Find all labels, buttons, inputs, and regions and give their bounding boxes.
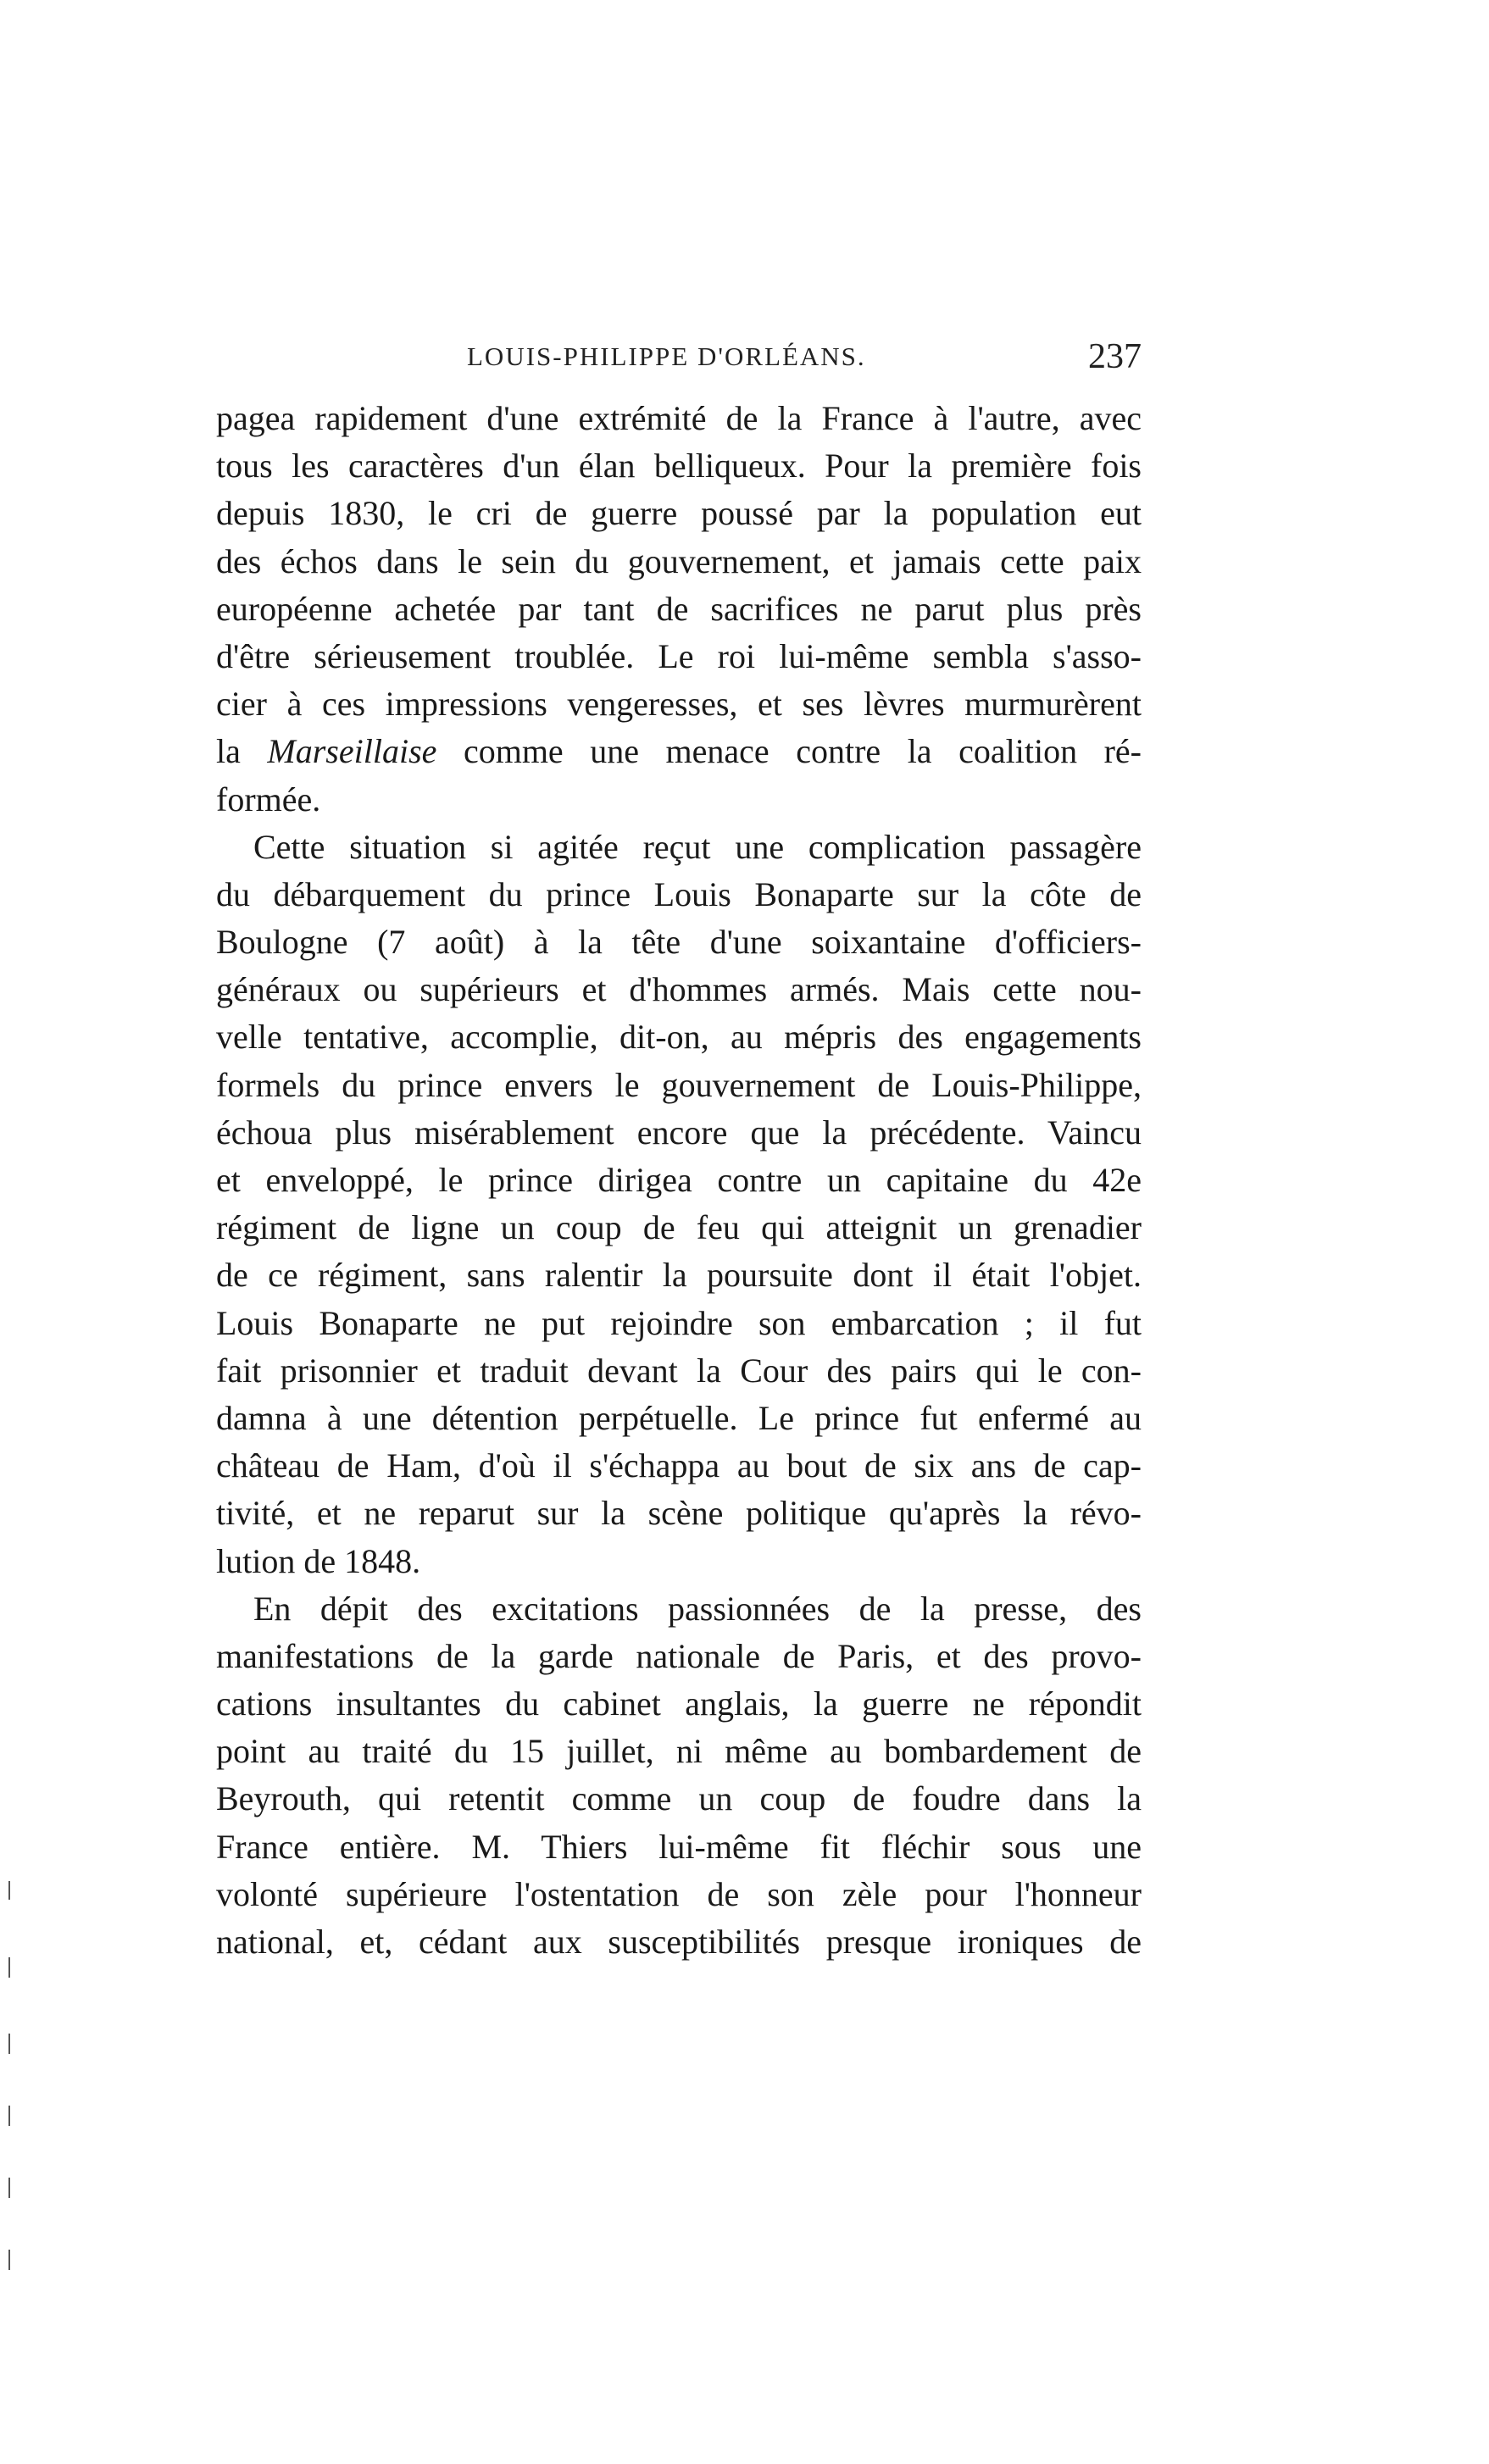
text-line: depuis 1830, le cri de guerre poussé par la population eut [216, 494, 1142, 533]
text-line: national, et, cédant aux susceptibilités presque ironiques de [216, 1923, 1142, 1961]
text-line: d'être sérieusement troublée. Le roi lui-même sembla s'asso- [216, 636, 1142, 675]
text-line: formée. [216, 780, 321, 819]
text-line: Boulogne (7 août) à la tête d'une soixantaine d'officiers- [216, 923, 1142, 962]
text-line: France entière. M. Thiers lui-même fit fléchir sous une [216, 1827, 1142, 1866]
text-line: tivité, et ne reparut sur la scène politique qu'après la révo- [216, 1494, 1142, 1533]
text-line: point au traité du 15 juillet, ni même au bombardement de [216, 1732, 1142, 1771]
text-line: généraux ou supérieurs et d'hommes armés. Mais cette nou- [216, 970, 1142, 1009]
text-line: européenne achetée par tant de sacrifices ne parut plus près [216, 589, 1142, 628]
text-line: de ce régiment, sans ralentir la poursuite dont il était l'objet. [216, 1256, 1142, 1295]
text-line: château de Ham, d'où il s'échappa au bout de six ans de cap- [216, 1446, 1142, 1485]
text-line: échoua plus misérablement encore que la précédente. Vaincu [216, 1113, 1142, 1152]
scan-mark [8, 2178, 10, 2198]
page-number: 237 [1088, 337, 1142, 376]
text-line: lution de 1848. [216, 1541, 421, 1580]
text-line: régiment de ligne un coup de feu qui atteignit un grenadier [216, 1208, 1142, 1247]
text-line: volonté supérieure l'ostentation de son zèle pour l'honneur [216, 1874, 1142, 1913]
text-line: formels du prince envers le gouvernement de Louis-Philippe, [216, 1065, 1142, 1104]
line-suffix: comme une menace contre la coalition ré- [436, 732, 1142, 771]
scan-mark [8, 2034, 10, 2054]
text-line: manifestations de la garde nationale de Paris, et des provo- [216, 1636, 1142, 1675]
italic-title: Marseillaise [267, 732, 437, 771]
text-line: velle tentative, accomplie, dit-on, au mépris des engagements [216, 1018, 1142, 1057]
scan-mark [8, 2250, 10, 2270]
scan-mark [8, 1881, 10, 1900]
scan-mark [8, 1957, 10, 1978]
body-text [216, 395, 1142, 1966]
paragraph [216, 1585, 1142, 1967]
text-line: fait prisonnier et traduit devant la Cour des pairs qui le con- [216, 1351, 1142, 1390]
text-line: pagea rapidement d'une extrémité de la France à l'autre, avec [216, 399, 1142, 437]
paragraph [216, 395, 1142, 824]
line-prefix: la [216, 732, 268, 771]
text-line: Cette situation si agitée reçut une complication passagère [253, 827, 1142, 866]
text-line: et enveloppé, le prince dirigea contre un capitaine du 42e [216, 1161, 1142, 1199]
text-line: tous les caractères d'un élan belliqueux. Pour la première fois [216, 447, 1142, 486]
text-line: cier à ces impressions vengeresses, et ses lèvres murmurèrent [216, 685, 1142, 724]
text-line: damna à une détention perpétuelle. Le prince fut enfermé au [216, 1398, 1142, 1437]
text-line: du débarquement du prince Louis Bonaparte sur la côte de [216, 874, 1142, 913]
page-header [216, 336, 1142, 384]
text-line: cations insultantes du cabinet anglais, la guerre ne répondit [216, 1684, 1142, 1723]
text-line: des échos dans le sein du gouvernement, et jamais cette paix [216, 541, 1142, 580]
paragraph [216, 824, 1142, 1585]
text-line: Beyrouth, qui retentit comme un coup de foudre dans la [216, 1779, 1142, 1818]
text-line: En dépit des excitations passionnées de la presse, des [253, 1589, 1142, 1628]
scan-mark [8, 2106, 10, 2126]
running-head: LOUIS-PHILIPPE D'ORLÉANS. [467, 341, 866, 371]
text-line [216, 728, 1142, 775]
text-line: Louis Bonaparte ne put rejoindre son embarcation ; il fut [216, 1303, 1142, 1342]
